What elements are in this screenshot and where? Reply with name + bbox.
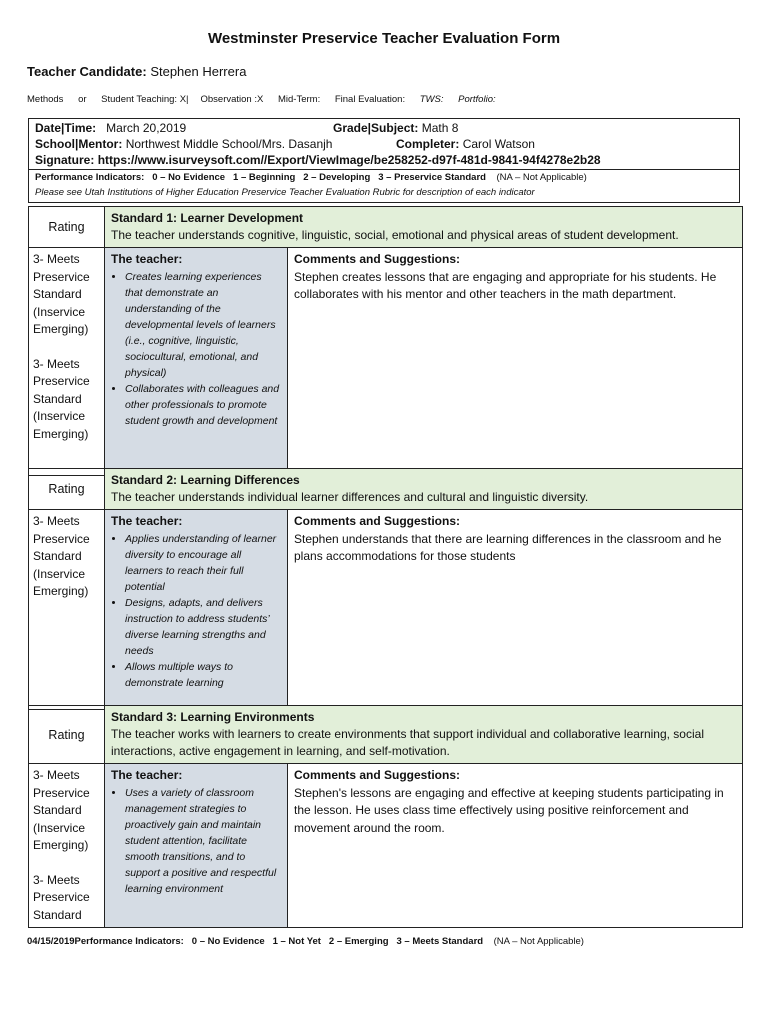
rating-line: 3- Meets [33,252,80,266]
rating-header: Rating [29,706,105,764]
evaluation-type-line [27,94,508,105]
rating-line: Standard [33,803,82,817]
standard-title: Standard 1: Learner Development [111,211,304,225]
comments-text: Stephen understands that there are learning differences in the classroom and he plans accommodations for those students [294,531,722,563]
footer-date: 04/15/2019 [27,936,75,947]
rating-line: (Inservice [33,566,86,581]
indicators-label: Performance Indicators: [35,172,145,183]
comments-text: Stephen creates lessons that are engaging and appropriate for his students. He collaborates with his mentor and other teachers in the math department. [294,269,717,301]
rating-value [29,248,105,476]
footer-label: Performance Indicators: [74,936,184,947]
date-label: Date|Time: [35,121,97,135]
comments-cell [288,764,743,928]
page-title: Westminster Preservice Teacher Evaluation Form [207,30,561,47]
methods-label: Methods [27,94,64,105]
teacher-indicators [105,510,288,710]
rating-line: 3- Meets [33,514,80,528]
performance-indicators-box [28,170,740,203]
rating-line: Standard [33,287,82,301]
info-box [28,118,740,170]
footer-indicator-3: 3 – Meets Standard [396,936,484,947]
rating-line: Standard [33,391,82,406]
student-teaching-label: Student Teaching: X| [101,94,189,105]
mid-term-label: Mid-Term: [277,94,321,105]
standard-2-table [28,468,743,710]
grade-label: Grade|Subject: [333,121,419,135]
date-value: March 20,2019 [106,121,187,135]
rating-value [29,510,105,710]
list-item: • Allows multiple ways to demonstrate learning [125,659,281,691]
standard-description: The teacher understands individual learner differences and cultural and linguistic diversity. [111,490,589,504]
footer-indicator-0: 0 – No Evidence [191,936,265,947]
list-item: • Creates learning experiences that demonstrate an understanding of the developmental levels of learners (i.e., cognitive, linguistic, sociocultural, emotional, and physical) [125,269,281,381]
standard-title: Standard 3: Learning Environments [111,710,315,724]
teacher-candidate [27,64,246,79]
signature-value: https://www.isurveysoft.com//Export/ViewImage/be258252-d97f-481d-9841-94f4278e2b28 [97,153,601,167]
rating-header: Rating [29,469,105,510]
or-label: or [78,94,87,105]
footer-indicator-2: 2 – Emerging [328,936,389,947]
teacher-indicators [105,248,288,476]
rating-value [29,764,105,928]
comments-cell [288,248,743,476]
signature-row [35,153,601,167]
completer-row [396,137,535,151]
footer-indicator-1: 1 – Not Yet [272,936,321,947]
completer-label: Completer: [396,137,460,151]
rating-line: Emerging) [33,322,89,336]
completer-value: Carol Watson [462,137,535,151]
standard-1-table [28,206,743,476]
rating-line: Emerging) [33,838,89,852]
grade-value: Math 8 [421,121,459,135]
grade-row [333,121,458,135]
rating-line: 3- Meets [33,356,80,371]
indicators-line [35,172,587,183]
list-item: • Collaborates with colleagues and other professionals to promote student growth and development [125,381,281,429]
list-item: • Designs, adapts, and delivers instruction to address students’ diverse learning strengths and needs [125,595,281,659]
teacher-label: The teacher: [111,514,183,528]
comments-label: Comments and Suggestions: [294,252,461,266]
indicator-1: 1 – Beginning [233,172,296,183]
comments-label: Comments and Suggestions: [294,768,461,782]
rating-line: Emerging) [33,584,89,598]
indicator-2: 2 – Developing [303,172,371,183]
final-evaluation-label: Final Evaluation: [334,94,406,105]
teacher-label: The teacher: [111,252,183,266]
comments-text: Stephen's lessons are engaging and effective at keeping students participating in the lesson. He uses class time effectively using positive reinforcement and movement around the room. [294,785,724,835]
indicator-na: (NA – Not Applicable) [496,172,587,183]
comments-label: Comments and Suggestions: [294,514,461,528]
rating-line: Preservice [33,269,90,284]
standard-description: The teacher works with learners to create environments that support individual and collaborative learning, social interactions, active engagement in learning, and self-motivation. [111,727,704,758]
rubric-note: Please see Utah Institutions of Higher Education Preservice Teacher Evaluation Rubric for description of each indicator [35,187,535,198]
signature-label: Signature: [35,153,95,167]
rating-line: 3- Meets [33,872,80,887]
rating-line: Standard [33,907,82,922]
date-row [35,121,186,135]
rating-line: Preservice [33,890,90,904]
candidate-label: Teacher Candidate: [27,64,147,79]
school-value: Northwest Middle School/Mrs. Dasanjh [125,137,333,151]
observation-label: Observation :X [200,94,264,105]
list-item: • Applies understanding of learner diversity to encourage all learners to reach their full potential [125,531,281,595]
indicator-list [111,531,281,691]
footer-indicator-na: (NA – Not Applicable) [493,936,584,947]
list-item: • Uses a variety of classroom management strategies to proactively gain and maintain student attention, facilitate smooth transitions, and to support a positive and respectful learning environment [125,785,281,897]
standard-header [105,469,743,510]
rating-line: Preservice [33,785,90,800]
indicator-list [111,785,281,897]
teacher-label: The teacher: [111,768,183,782]
school-row [35,137,332,151]
rating-line: 3- Meets [33,768,80,782]
standard-description: The teacher understands cognitive, linguistic, social, emotional and physical areas of student development. [111,228,679,242]
tws-label: TWS: [419,94,444,105]
rating-line: Preservice [33,531,90,546]
rating-line: Standard [33,549,82,563]
rating-line: (Inservice [33,409,86,423]
portfolio-label: Portfolio: [458,94,496,105]
rating-header: Rating [29,207,105,248]
standard-3-table [28,705,743,928]
indicator-list [111,269,281,429]
indicator-3: 3 – Preservice Standard [378,172,486,183]
indicator-0: 0 – No Evidence [152,172,226,183]
rating-line: (Inservice [33,304,86,319]
standard-title: Standard 2: Learning Differences [111,473,300,487]
comments-cell [288,510,743,710]
rating-line: Preservice [33,374,90,388]
standard-header [105,207,743,248]
school-label: School|Mentor: [35,137,123,151]
standard-header [105,706,743,764]
rating-line: (Inservice [33,820,86,835]
rating-line: Emerging) [33,426,89,441]
teacher-indicators [105,764,288,928]
candidate-name: Stephen Herrera [150,64,247,79]
footer-indicators [27,936,594,947]
